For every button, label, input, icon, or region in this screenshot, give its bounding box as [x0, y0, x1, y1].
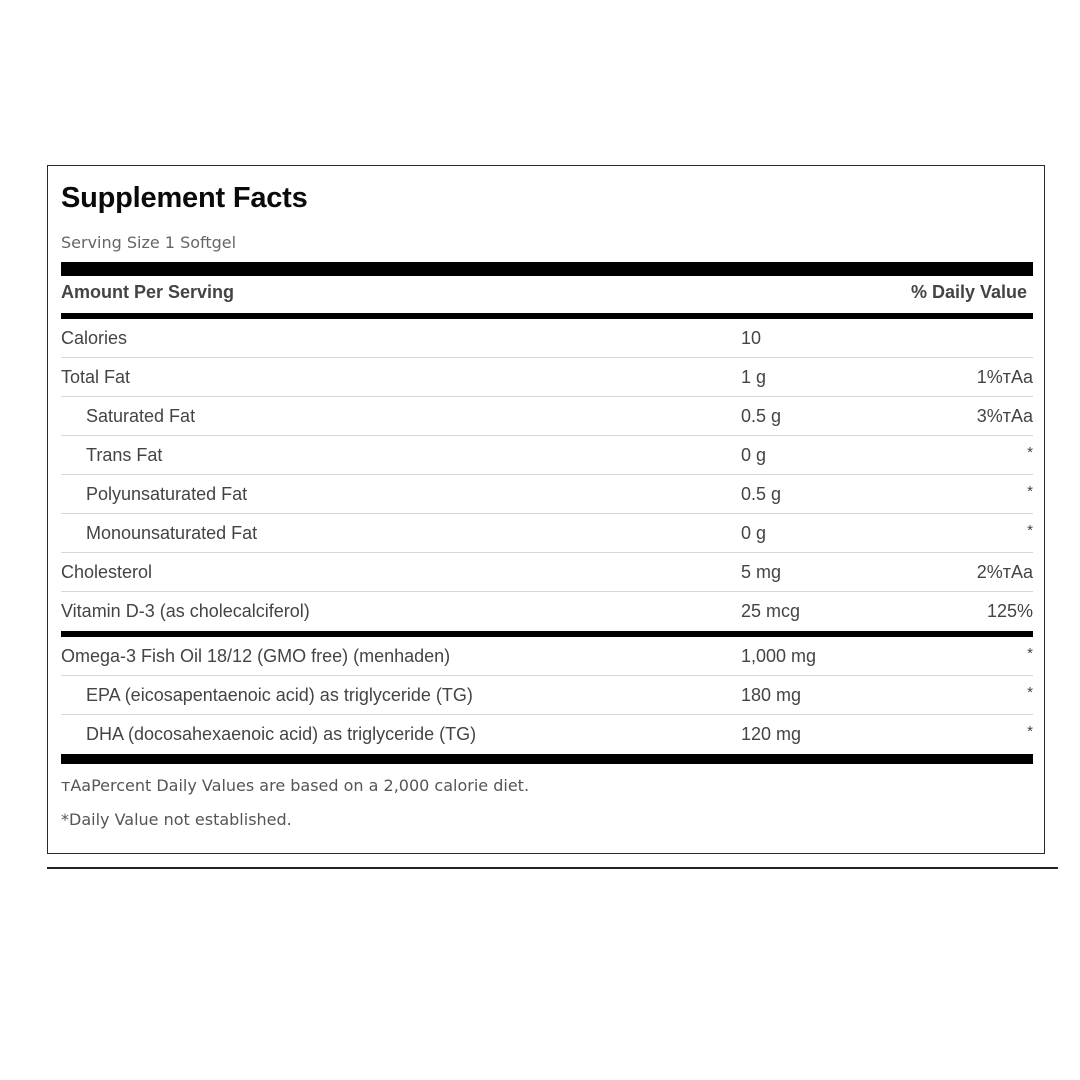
nutrient-amount: 10	[741, 327, 762, 348]
nutrient-name: EPA (eicosapentaenoic acid) as triglyceride (TG)	[86, 684, 473, 705]
nutrient-name: Monounsaturated Fat	[86, 522, 258, 543]
nutrient-amount: 120 mg	[741, 724, 802, 744]
nutrient-amount: 180 mg	[741, 684, 802, 705]
nutrient-daily-value: 2%тAa	[976, 561, 1033, 582]
nutrient-amount: 0.5 g	[741, 405, 782, 426]
table-row	[61, 319, 1033, 358]
nutrient-name: Calories	[61, 327, 128, 348]
table-row	[61, 475, 1033, 514]
nutrient-daily-value: 125%	[986, 601, 1033, 621]
nutrient-daily-value: 1%тAa	[976, 366, 1033, 387]
nutrient-daily-value: *	[1027, 483, 1033, 500]
footnote-daily-values: тAaPercent Daily Values are based on a 2,000 calorie diet.	[61, 776, 530, 795]
table-row	[61, 436, 1033, 475]
daily-value-header: % Daily Value	[910, 282, 1027, 302]
nutrient-name: Polyunsaturated Fat	[86, 483, 248, 504]
nutrient-amount: 5 mg	[741, 561, 782, 582]
nutrient-name: Saturated Fat	[86, 405, 196, 426]
ingredients-section	[61, 637, 1033, 754]
nutrient-amount: 1 g	[741, 366, 767, 387]
nutrient-daily-value: 3%тAa	[976, 405, 1033, 426]
nutrient-name: DHA (docosahexaenoic acid) as triglyceride (TG)	[86, 724, 477, 744]
table-row	[61, 514, 1033, 553]
serving-size: Serving Size 1 Softgel	[61, 233, 237, 252]
nutrients-section	[61, 319, 1033, 631]
footnote-not-established: *Daily Value not established.	[61, 810, 292, 829]
nutrient-daily-value: *	[1027, 723, 1033, 740]
nutrient-name: Total Fat	[61, 366, 131, 387]
table-row	[61, 397, 1033, 436]
table-row	[61, 637, 1033, 676]
nutrient-daily-value: *	[1027, 684, 1033, 701]
nutrient-amount: 1,000 mg	[741, 645, 817, 666]
table-row	[61, 358, 1033, 397]
nutrient-daily-value: *	[1027, 522, 1033, 539]
nutrient-daily-value: *	[1027, 444, 1033, 461]
thick-divider	[61, 262, 1033, 276]
nutrient-amount: 25 mcg	[741, 601, 801, 621]
bottom-rule	[47, 867, 1058, 869]
table-row	[61, 715, 1033, 754]
table-row	[61, 592, 1033, 631]
nutrient-name: Vitamin D-3 (as cholecalciferol)	[61, 601, 310, 621]
bottom-divider	[61, 754, 1033, 764]
table-row	[61, 553, 1033, 592]
nutrient-amount: 0 g	[741, 444, 767, 465]
nutrient-name: Trans Fat	[86, 444, 163, 465]
nutrient-daily-value: *	[1027, 645, 1033, 662]
amount-per-serving-header: Amount Per Serving	[61, 282, 235, 302]
table-header	[61, 282, 1033, 303]
label-title: Supplement Facts	[61, 182, 308, 214]
nutrient-name: Omega-3 Fish Oil 18/12 (GMO free) (menhaden)	[61, 645, 451, 666]
nutrient-amount: 0.5 g	[741, 483, 782, 504]
nutrient-amount: 0 g	[741, 522, 767, 543]
table-row	[61, 676, 1033, 715]
supplement-facts-panel	[47, 165, 1045, 854]
nutrient-name: Cholesterol	[61, 561, 153, 582]
